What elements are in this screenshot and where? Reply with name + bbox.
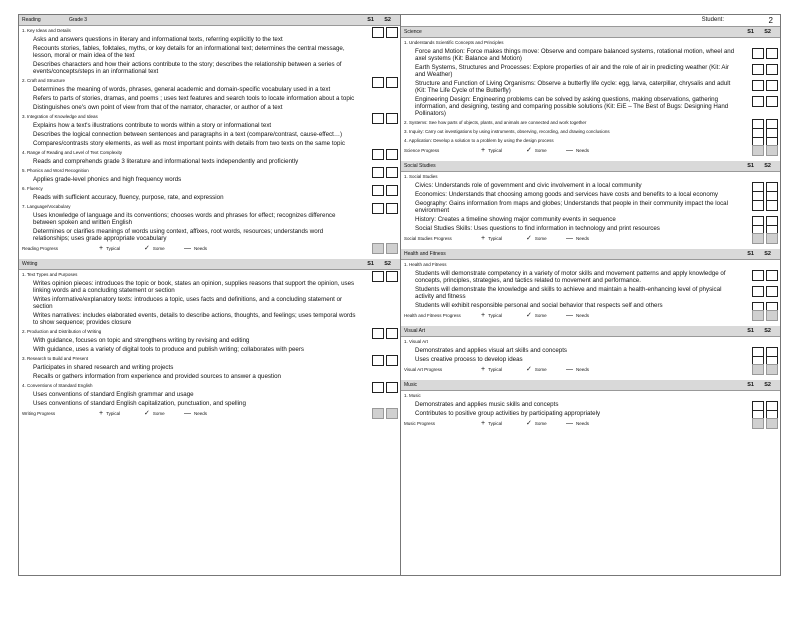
progress-key-symbol: — [566,312,573,319]
writing-section [19,259,400,424]
strand-heading [19,327,400,336]
progress-key-minus [184,243,207,255]
progress-label: Music Progress [404,421,436,426]
standard-text: Recounts stories, fables, folktales, myths, or key details for an informational text; determines the central message, lesson, moral or main idea of the text [33,45,345,59]
progress-s2-box[interactable] [766,310,778,321]
progress-key-symbol: + [481,235,486,242]
standard-text: Distinguishes one's own point of view from that of the narrator, character, or author of a text [33,104,283,111]
standard-text: Recalls or gathers information from experience and provided sources to answer a question [33,373,281,380]
visual_art-progress-row [401,364,780,376]
right-column [401,15,780,575]
progress-key-plus [481,364,502,376]
s1-header: S1 [367,17,374,23]
strand-heading [401,260,780,269]
strand-title: 6. Fluency [22,186,43,191]
strand-heading [19,354,400,363]
progress-key-symbol: + [99,245,104,252]
progress-key-symbol: ✓ [144,410,150,417]
progress-label: Visual Art Progress [404,367,443,372]
standard-text: Uses knowledge of language and its conventions; chooses words and phrases for effect; recognizes difference between spoken and written English [33,212,336,226]
item-s2-box[interactable] [766,64,778,75]
item-s1-box[interactable] [752,80,764,91]
strand-heading [401,136,780,145]
standard-item [19,121,400,130]
health-title: Health and Fitness [404,251,446,257]
item-s1-box[interactable] [752,270,764,281]
item-grade-boxes [750,64,778,75]
progress-key-plus [481,418,502,430]
standard-text: Refers to parts of stories, dramas, and poems ; uses text features and search tools to locate information about a topic [33,95,355,102]
progress-key-symbol: — [184,410,191,417]
strand-heading [19,76,400,85]
item-s1-box[interactable] [752,200,764,211]
strand-heading [19,270,400,279]
progress-key-minus [566,145,589,157]
standard-text: With guidance, focuses on topic and strengthens writing by revising and editing [33,337,250,344]
standard-text: Writes informative/explanatory texts: introduces a topic, uses facts and definitions, and a concluding statement or section [33,296,343,310]
item-s2-box[interactable] [766,80,778,91]
strand-title: 1. Health and Fitness [404,262,447,267]
standard-text: Engineering Design: Engineering problems can be solved by asking questions, making observations, gathering information, and designing, testing and comparing possible solutions (Kit: EiE – The Best of Bugs: Designing Hand Pollinators) [415,96,729,117]
page-number: 2 [768,16,773,25]
strand-title: 5. Phonics and Word Recognition [22,168,89,173]
progress-s2-box[interactable] [766,418,778,429]
left-column [19,15,401,575]
progress-label: Health and Fitness Progress [404,313,461,318]
science-section [401,27,780,161]
standard-item [401,190,780,199]
strand-heading [19,166,400,175]
progress-key-label: Some [534,367,547,372]
s1-header: S1 [747,251,754,257]
progress-key-label: Some [152,246,165,251]
progress-grade-boxes [750,145,778,157]
standard-text: Force and Motion: Force makes things move: Observe and compare balanced systems, rotational motion, wheel and axel systems (Kit: Balance and Motion) [415,48,735,62]
strand-heading [19,184,400,193]
progress-key-symbol: — [566,147,573,154]
standard-item [401,215,780,224]
strand-title: 4. Application: Develop a solution to a problem by using the design process [404,138,554,143]
item-grade-boxes [750,48,778,59]
strand-heading [401,127,780,136]
standard-item [401,301,780,310]
standard-text: Students will demonstrate competency in a variety of motor skills and movement patterns and apply knowledge of concepts, principles, strategies, and tactics related to movement and performance. [415,270,726,284]
health-section [401,249,780,326]
s2-header: S2 [764,328,771,334]
standard-text: Writes narratives: includes elaborated events, details to describe actions, thoughts, and feelings; uses temporal words to show sequence; provides closure [33,312,356,326]
strand-heading [401,38,780,47]
progress-key-plus [481,145,502,157]
strand-title: 4. Range of Reading and Level of Text Complexity [22,150,122,155]
item-s2-box[interactable] [766,286,778,297]
progress-grade-boxes [750,364,778,376]
standard-item [19,130,400,139]
standard-item [401,47,780,63]
strand-heading [401,118,780,127]
music-progress-row [401,418,780,430]
standard-item [19,279,400,295]
strand-heading [19,202,400,211]
standard-item [19,175,400,184]
writing-progress-row [19,408,400,420]
strand-heading [401,172,780,181]
standard-text: Demonstrates and applies music skills and concepts [415,401,559,408]
health-progress-row [401,310,780,322]
progress-key-label: Typical [488,236,503,241]
progress-key-label: Typical [106,411,121,416]
progress-key-symbol: ✓ [526,235,532,242]
item-s2-box[interactable] [766,48,778,59]
strand-title: 1. Understands Scientific Concepts and Principles [404,40,504,45]
item-s1-box[interactable] [752,96,764,107]
standard-text: Reads and comprehends grade 3 literature and informational texts independently and proficiently [33,158,299,165]
standard-item [19,311,400,327]
progress-key-symbol: — [566,366,573,373]
reading-progress-row [19,243,400,255]
standard-item [401,224,780,233]
health-title-bar [401,249,780,260]
s1-header: S1 [747,163,754,169]
standard-text: Uses creative process to develop ideas [415,356,523,363]
standard-text: Writes opinion pieces: introduces the topic or book, states an opinion, supplies reasons that support the opinion, uses linking words and a concluding statement or section [33,280,355,294]
standard-text: Structure and Function of Living Organisms: Observe a butterfly life cycle: egg, larva, caterpillar, chrysalis and adult (Kit: The Life Cycle of the Butterfly) [415,80,731,94]
visual_art-title: Visual Art [404,328,426,334]
progress-key-check [526,310,547,322]
item-s1-box[interactable] [752,48,764,59]
progress-key-label: Needs [576,236,590,241]
standard-text: Determines the meaning of words, phrases, general academic and domain-specific vocabulary used in a text [33,86,331,93]
progress-key-label: Typical [488,148,503,153]
progress-s1-box[interactable] [752,145,764,156]
s1-header: S1 [747,382,754,388]
s2-header: S2 [384,17,391,23]
standard-item [19,44,400,60]
item-s1-box[interactable] [752,286,764,297]
visual_art-title-bar [401,326,780,337]
music-section [401,380,780,434]
progress-key-label: Some [152,411,165,416]
science-title: Science [404,29,422,35]
progress-key-label: Needs [194,246,208,251]
progress-key-symbol: — [566,420,573,427]
standard-item [19,103,400,112]
reading-section [19,15,400,259]
item-grade-boxes [750,96,778,107]
strand-title: 1. Key Ideas and Details [22,28,71,33]
progress-key-label: Typical [488,367,503,372]
standard-text: Asks and answers questions in literary and informational texts, referring explicitly to the text [33,36,283,43]
section-gap [401,430,780,434]
progress-key-check [144,408,165,420]
item-grade-boxes [750,270,778,281]
progress-key-check [526,233,547,245]
progress-key-label: Typical [106,246,121,251]
progress-label: Social Studies Progress [404,236,452,241]
social_studies-progress-row [401,233,780,245]
progress-s2-box[interactable] [766,145,778,156]
writing-title: Writing [22,261,38,267]
progress-key-minus [184,408,207,420]
standard-text: Describes characters and how their actions contribute to the story; describes the relationship between a series of events/concepts/steps in an informational text [33,61,342,75]
standard-text: Uses conventions of standard English capitalization, punctuation, and spelling [33,400,246,407]
progress-key-minus [566,364,589,376]
standard-item [401,79,780,95]
standard-text: Students will exhibit responsible personal and social behavior that respects self and others [415,302,663,309]
standard-text: Students will demonstrate the knowledge and skills to achieve and maintain a health-enhancing level of physical activity and fitness [415,286,722,300]
progress-key-label: Needs [576,148,590,153]
progress-key-label: Some [534,148,547,153]
progress-key-symbol: ✓ [144,245,150,252]
progress-label: Reading Progress [22,246,59,251]
strand-heading [401,391,780,400]
standard-item [401,285,780,301]
progress-key-label: Typical [488,313,503,318]
reading-title-bar [19,15,400,26]
standard-text: Economics: Understands that choosing among goods and services have costs and benefits to a local economy [415,191,719,198]
progress-s2-box[interactable] [766,364,778,375]
s1-header: S1 [367,261,374,267]
progress-key-label: Needs [576,367,590,372]
standard-item [401,355,780,364]
social_studies-title: Social Studies [404,163,436,169]
strand-title: 2. Production and Distribution of Writing [22,329,102,334]
item-s2-box[interactable] [766,200,778,211]
progress-s2-box[interactable] [386,243,398,254]
standard-item [19,139,400,148]
progress-key-symbol: ✓ [526,312,532,319]
science-progress-row [401,145,780,157]
progress-label: Science Progress [404,148,440,153]
grade-label: Grade 3 [69,17,88,23]
s2-header: S2 [764,382,771,388]
progress-key-plus [481,310,502,322]
item-s1-box[interactable] [752,64,764,75]
progress-s1-box[interactable] [752,418,764,429]
progress-key-symbol: + [481,147,486,154]
item-grade-boxes [750,80,778,91]
progress-key-minus [566,418,589,430]
standard-item [19,295,400,311]
strand-heading [19,148,400,157]
progress-key-plus [99,408,120,420]
standard-text: Geography: Gains information from maps and globes; Understands that people in their community impact the local environment [415,200,728,214]
standard-item [19,390,400,399]
progress-s1-box[interactable] [372,243,384,254]
standard-text: Describes the logical connection between sentences and paragraphs in a text (compare/contrast, cause-effect…) [33,131,343,138]
progress-key-label: Needs [576,313,590,318]
section-gap [19,420,400,424]
progress-key-label: Some [534,236,547,241]
standard-text: Social Studies Skills: Uses questions to find information in technology and print resources [415,225,660,232]
progress-key-check [526,418,547,430]
standard-text: Civics: Understands role of government and civic involvement in a local community [415,182,642,189]
standard-item [19,227,400,243]
progress-s1-box[interactable] [752,233,764,244]
report-card-sheet [18,14,781,576]
progress-key-symbol: ✓ [526,366,532,373]
progress-key-plus [99,243,120,255]
writing-title-bar [19,259,400,270]
progress-key-symbol: — [566,235,573,242]
standard-text: With guidance, uses a variety of digital tools to produce and publish writing; collaborates with peers [33,346,305,353]
student-label: Student: [701,17,724,23]
standard-text: Determines or clarifies meanings of words using context, affixes, root words, resources; understands word relationships; uses grade appropriate vocabulary [33,228,324,242]
s1-header: S1 [747,29,754,35]
progress-key-label: Some [534,313,547,318]
progress-grade-boxes [370,408,398,420]
item-s2-box[interactable] [766,270,778,281]
strand-heading [19,26,400,35]
standard-item [19,345,400,354]
strand-title: 3. Inquiry: Carry out investigations by using instruments, observing, recording, and drawing conclusions [404,129,610,134]
music-title-bar [401,380,780,391]
progress-grade-boxes [750,418,778,430]
standard-item [401,181,780,190]
standard-item [19,60,400,76]
standard-item [19,94,400,103]
progress-key-symbol: + [481,312,486,319]
strand-title: 1. Text Types and Purposes [22,272,78,277]
standard-item [401,95,780,118]
s2-header: S2 [764,29,771,35]
standard-item [401,409,780,418]
progress-key-check [526,364,547,376]
s2-header: S2 [384,261,391,267]
standard-text: Reads with sufficient accuracy, fluency, purpose, rate, and expression [33,194,224,201]
standard-item [401,346,780,355]
strand-title: 1. Music [404,393,421,398]
standard-item [401,63,780,79]
standard-text: Applies grade-level phonics and high frequency words [33,176,182,183]
strand-title: 3. Integration of Knowledge and Ideas [22,114,98,119]
standard-text: Uses conventions of standard English grammar and usage [33,391,194,398]
progress-key-symbol: + [481,366,486,373]
progress-key-label: Needs [194,411,208,416]
standard-item [401,269,780,285]
progress-key-check [144,243,165,255]
progress-key-check [526,145,547,157]
progress-grade-boxes [750,233,778,245]
standard-item [19,372,400,381]
progress-key-symbol: ✓ [526,147,532,154]
visual-art-section [401,326,780,380]
progress-s2-box[interactable] [386,408,398,419]
strand-heading [19,381,400,390]
strand-title: 7. Language/Vocabulary [22,204,71,209]
strand-title: 1. Visual Art [404,339,428,344]
item-grade-boxes [750,200,778,211]
strand-title: 3. Research to Build and Present [22,356,89,361]
social-studies-section [401,161,780,249]
standard-item [401,199,780,215]
progress-grade-boxes [370,243,398,255]
progress-grade-boxes [750,310,778,322]
standard-text: Demonstrates and applies visual art skills and concepts [415,347,568,354]
standard-item [19,211,400,227]
progress-key-symbol: + [99,410,104,417]
strand-heading [401,337,780,346]
progress-key-label: Needs [576,421,590,426]
progress-key-label: Some [534,421,547,426]
strand-title: 2. Craft and Structure [22,78,66,83]
progress-key-symbol: + [481,420,486,427]
progress-s1-box[interactable] [752,310,764,321]
progress-key-minus [566,233,589,245]
progress-s2-box[interactable] [766,233,778,244]
progress-key-plus [481,233,502,245]
reading-title: Reading [22,17,41,23]
progress-key-label: Typical [488,421,503,426]
strand-title: 1. Social Studies [404,174,438,179]
standard-item [19,363,400,372]
standard-text: Earth Systems, Structures and Processes: Explore properties of air and the role of air in predicting weather (Kit: Air and Weather) [415,64,729,78]
standard-item [19,35,400,44]
music-title: Music [404,382,418,388]
standard-item [19,85,400,94]
student-header [401,15,780,27]
science-title-bar [401,27,780,38]
standard-item [19,157,400,166]
standard-text: Explains how a text's illustrations contribute to words within a story or informational text [33,122,272,129]
standard-item [19,193,400,202]
s1-header: S1 [747,328,754,334]
s2-header: S2 [764,163,771,169]
progress-key-symbol: ✓ [526,420,532,427]
strand-heading [19,112,400,121]
standard-text: Contributes to positive group activities by participating appropriately [415,410,601,417]
progress-key-symbol: — [184,245,191,252]
strand-title: 2. Systems: See how parts of objects, plants, and animals are connected and work together [404,120,587,125]
standard-text: Participates in shared research and writing projects [33,364,174,371]
standard-item [401,400,780,409]
progress-s1-box[interactable] [372,408,384,419]
item-grade-boxes [750,286,778,297]
s2-header: S2 [764,251,771,257]
strand-title: 4. Conventions of Standard English [22,383,93,388]
social_studies-title-bar [401,161,780,172]
standard-text: Compares/contrasts story elements, as well as most important points with details from two texts on the same topic [33,140,345,147]
standard-item [19,336,400,345]
progress-s1-box[interactable] [752,364,764,375]
progress-key-minus [566,310,589,322]
item-s2-box[interactable] [766,96,778,107]
progress-label: Writing Progress [22,411,56,416]
standard-text: History: Creates a timeline showing major community events in sequence [415,216,616,223]
standard-item [19,399,400,408]
